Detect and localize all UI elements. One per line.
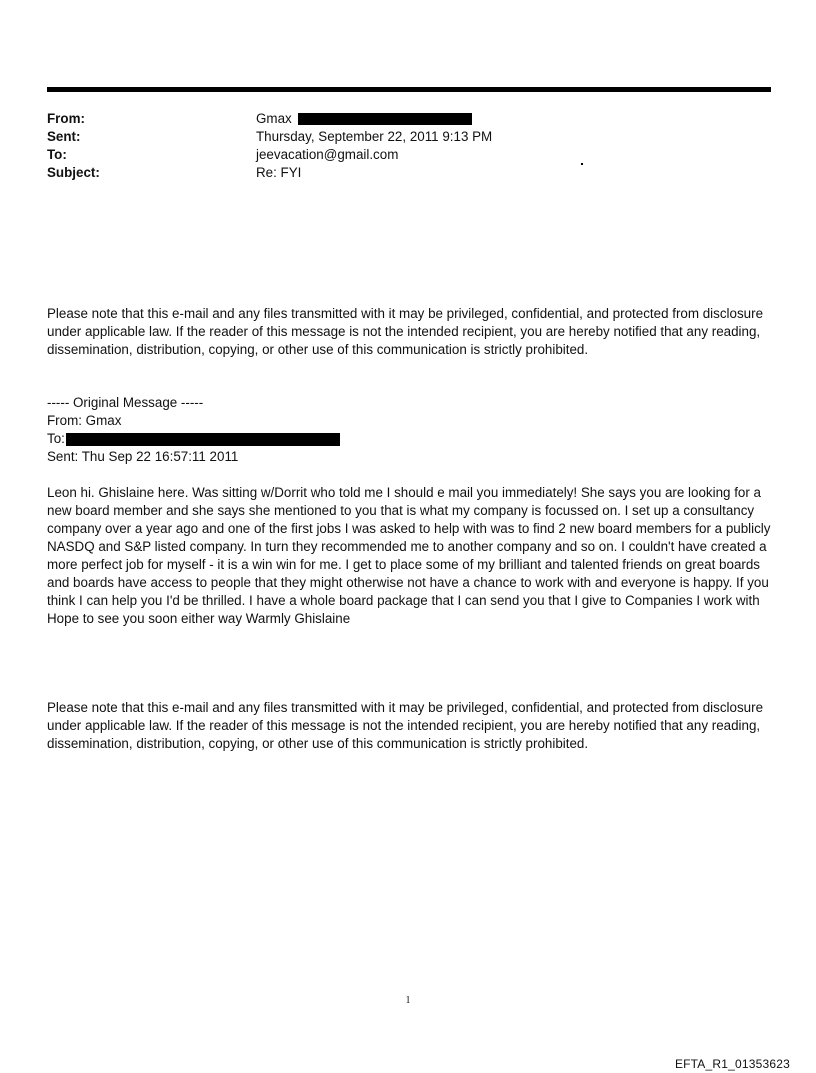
from-row bbox=[47, 110, 747, 128]
disclaimer-top: Please note that this e-mail and any files transmitted with it may be privileged, confidential, and protected from disclosure under applicable law. If the reader of this message is not the intended recipient, you are hereby notified that any reading, dissemination, distribution, copying, or other use of this communication is strictly prohibited. bbox=[47, 306, 764, 357]
sent-label: Sent: bbox=[47, 129, 81, 144]
subject-value: Re: FYI bbox=[256, 165, 302, 180]
email-header bbox=[47, 110, 747, 182]
original-to-label: To: bbox=[47, 431, 65, 446]
subject-row bbox=[47, 164, 747, 182]
document-id: EFTA_R1_01353623 bbox=[674, 1057, 790, 1071]
original-to bbox=[47, 430, 777, 448]
disclaimer-bottom: Please note that this e-mail and any files transmitted with it may be privileged, confidential, and protected from disclosure under applicable law. If the reader of this message is not the intended recipient, you are hereby notified that any reading, dissemination, distribution, copying, or other use of this communication is strictly prohibited. bbox=[47, 700, 764, 751]
from-name: Gmax bbox=[256, 111, 292, 126]
sent-row bbox=[47, 128, 747, 146]
from-value bbox=[256, 110, 472, 128]
redaction-bar bbox=[298, 113, 472, 125]
original-divider: ----- Original Message ----- bbox=[47, 395, 204, 410]
redaction-bar bbox=[66, 433, 340, 446]
sent-value: Thursday, September 22, 2011 9:13 PM bbox=[256, 129, 493, 144]
from-label: From: bbox=[47, 111, 85, 126]
to-value: jeevacation@gmail.com bbox=[256, 147, 399, 162]
message-body: Leon hi. Ghislaine here. Was sitting w/Dorrit who told me I should e mail you immediately! She says you are looking for a new board member and she says she mentioned to you that is what my company is focussed on. I set up a consultancy company over a year ago and one of the first jobs I was asked to help with was to find 2 new board members for a publicly NASDQ and S&P listed company. In turn they recommended me to another company and so on. I couldn't have created a more perfect job for myself - it is a win win for me. I get to place some of my brilliant and talented friends on great boards and boards have access to people that they might otherwise not have a chance to work with and everyone is happy. If you think I can help you I'd be thrilled. I have a whole board package that I can send you that I give to Companies I work with Hope to see you soon either way Warmly Ghislaine bbox=[47, 485, 771, 626]
stray-mark bbox=[581, 163, 583, 165]
original-sent: Sent: Thu Sep 22 16:57:11 2011 bbox=[47, 449, 239, 464]
original-message-header bbox=[47, 394, 777, 466]
original-from: From: Gmax bbox=[47, 413, 122, 428]
subject-label: Subject: bbox=[47, 165, 100, 180]
to-label: To: bbox=[47, 147, 67, 162]
header-rule bbox=[47, 87, 771, 92]
to-row bbox=[47, 146, 747, 164]
page-number: 1 bbox=[405, 995, 411, 1006]
